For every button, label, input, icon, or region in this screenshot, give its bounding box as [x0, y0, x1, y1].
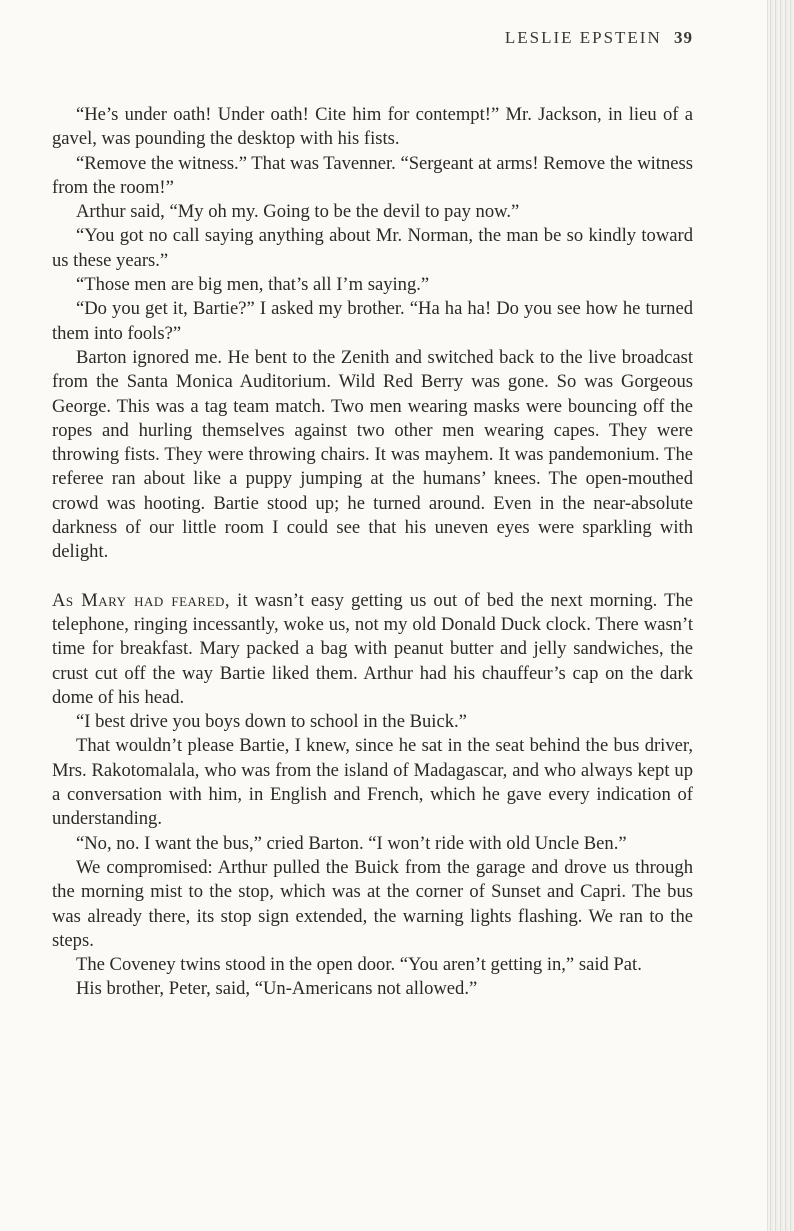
paragraph: “You got no call saying anything about Mr. Norman, the man be so kindly toward us these years.” — [52, 225, 693, 271]
body-text — [52, 103, 693, 1002]
paragraph: Arthur said, “My oh my. Going to be the devil to pay now.” — [76, 201, 520, 223]
paragraph: Barton ignored me. He bent to the Zenith and switched back to the live broadcast from the Santa Monica Auditorium. Wild Red Berry was gone. So was Gorgeous George. This was a tag team match. Two men wearing masks were bouncing off the ropes and hurling themselves against two other men wearing capes. They were throwing fists. They were throwing chairs. It was mayhem. It was pandemonium. The referee ran about like a puppy jumping at the humans’ knees. The open-mouthed crowd was hooting. Bartie stood up; he turned around. Even in the near-absolute darkness of our little room I could see that his uneven eyes were sparkling with delight. — [52, 346, 693, 563]
page-number: 39 — [674, 28, 693, 47]
paragraph: “Do you get it, Bartie?” I asked my brother. “Ha ha ha! Do you see how he turned them into fools?” — [52, 298, 693, 344]
section-opening-paragraph — [52, 589, 693, 710]
paragraph: “He’s under oath! Under oath! Cite him for contempt!” Mr. Jackson, in lieu of a gavel, was pounding the desktop with his fists. — [52, 104, 693, 150]
book-spine-gutter — [767, 0, 794, 1231]
paragraph: The Coveney twins stood in the open door. “You aren’t getting in,” said Pat. — [76, 954, 642, 976]
section-lead-in: As Mary had feared, — [52, 589, 231, 611]
header-author: LESLIE EPSTEIN — [504, 28, 662, 47]
paragraph: His brother, Peter, said, “Un-Americans not allowed.” — [76, 978, 478, 1000]
paragraph: “No, no. I want the bus,” cried Barton. “I won’t ride with old Uncle Ben.” — [76, 832, 627, 854]
paragraph: We compromised: Arthur pulled the Buick from the garage and drove us through the morning mist to the stop, which was at the corner of Sunset and Capri. The bus was already there, its stop sign extended, the warning lights flashing. We ran to the steps. — [52, 856, 693, 951]
paragraph: “Remove the witness.” That was Tavenner. “Sergeant at arms! Remove the witness from the room!” — [52, 152, 693, 198]
running-header — [52, 28, 693, 48]
section-opening-text: it wasn’t easy getting us out of bed the next morning. The telephone, ringing incessantly, woke us, not my old Donald Duck clock. There wasn’t time for breakfast. Mary packed a bag with peanut butter and jelly sandwiches, the crust cut off the way Bartie liked them. Arthur had his chauffeur’s cap on the dark dome of his head. — [52, 589, 693, 708]
paragraph: That wouldn’t please Bartie, I knew, since he sat in the seat behind the bus driver, Mrs. Rakotomalala, who was from the island of Madagascar, and who always kept up a conversation with him, in English and French, which he gave every indication of understanding. — [52, 735, 693, 830]
paragraph: “I best drive you boys down to school in the Buick.” — [76, 711, 467, 733]
paragraph: “Those men are big men, that’s all I’m saying.” — [76, 274, 430, 296]
